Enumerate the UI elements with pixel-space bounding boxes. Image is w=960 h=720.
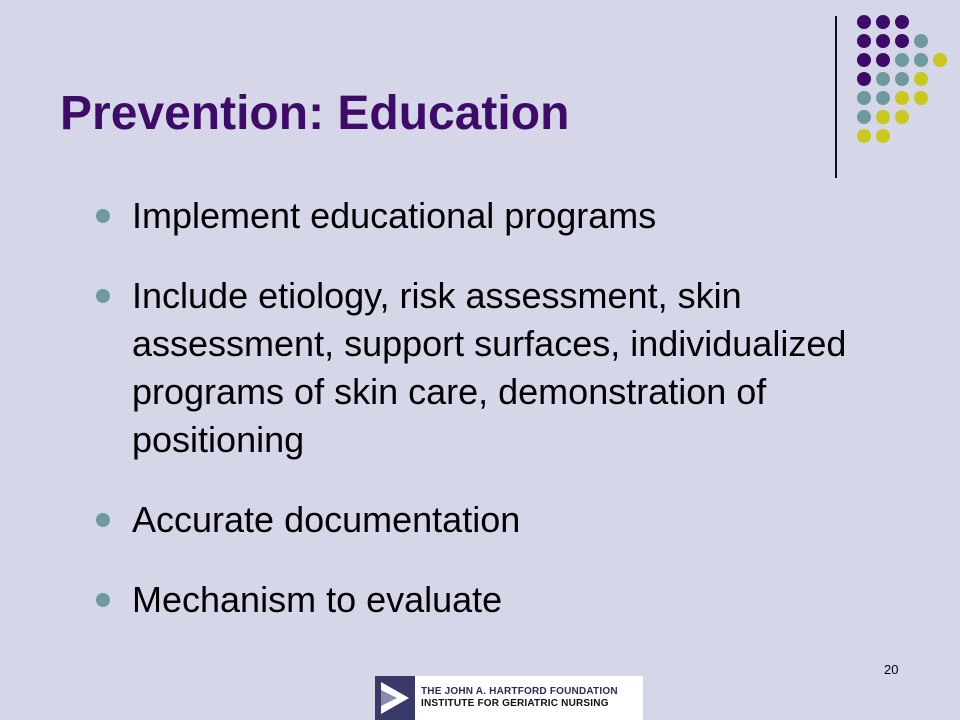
bullet-dot-icon — [96, 209, 110, 223]
decorative-dot-teal — [876, 91, 890, 105]
decorative-dot-yellow — [876, 129, 890, 143]
decorative-dot-teal — [895, 72, 909, 86]
logo-foundation-name: THE JOHN A. HARTFORD FOUNDATION — [421, 686, 618, 697]
decorative-dot-purple — [857, 53, 871, 67]
decorative-dot-yellow — [876, 110, 890, 124]
bullet-dot-icon — [96, 513, 110, 527]
logo-arrow-icon — [375, 676, 415, 720]
bullet-text: Implement educational programs — [132, 195, 657, 236]
bullet-item — [96, 576, 876, 624]
page-number: 20 — [884, 662, 899, 677]
bullet-text: Mechanism to evaluate — [132, 579, 503, 620]
decorative-dot-purple — [857, 15, 871, 29]
hartford-foundation-logo — [375, 676, 643, 720]
bullet-item — [96, 496, 876, 544]
bullet-dot-icon — [96, 289, 110, 303]
decorative-dot-teal — [857, 110, 871, 124]
decorative-dot-yellow — [914, 91, 928, 105]
decorative-dot-purple — [876, 53, 890, 67]
decorative-dot-yellow — [857, 129, 871, 143]
logo-text — [415, 676, 643, 720]
decorative-dot-purple — [895, 15, 909, 29]
decorative-dot-yellow — [914, 72, 928, 86]
slide-title: Prevention: Education — [60, 87, 570, 140]
decorative-dot-teal — [914, 34, 928, 48]
decorative-dot-teal — [895, 53, 909, 67]
decorative-dot-grid — [0, 0, 960, 200]
bullet-list — [96, 192, 876, 624]
bullet-text: Accurate documentation — [132, 499, 521, 540]
bullet-item — [96, 192, 876, 240]
decorative-dot-purple — [857, 72, 871, 86]
decorative-dot-yellow — [895, 110, 909, 124]
bullet-text: Include etiology, risk assessment, skin assessment, support surfaces, individualized programs of skin care, demonstration of positioning — [132, 275, 847, 460]
decorative-dot-yellow — [895, 91, 909, 105]
bullet-dot-icon — [96, 593, 110, 607]
decorative-dot-yellow — [933, 53, 947, 67]
decorative-dot-purple — [876, 34, 890, 48]
decorative-dot-teal — [914, 53, 928, 67]
decorative-dot-purple — [857, 34, 871, 48]
decorative-dot-teal — [857, 91, 871, 105]
decorative-dot-purple — [895, 34, 909, 48]
decorative-dot-teal — [876, 72, 890, 86]
decorative-dot-purple — [876, 15, 890, 29]
logo-institute-name: INSTITUTE FOR GERIATRIC NURSING — [421, 698, 609, 709]
bullet-item — [96, 272, 876, 464]
